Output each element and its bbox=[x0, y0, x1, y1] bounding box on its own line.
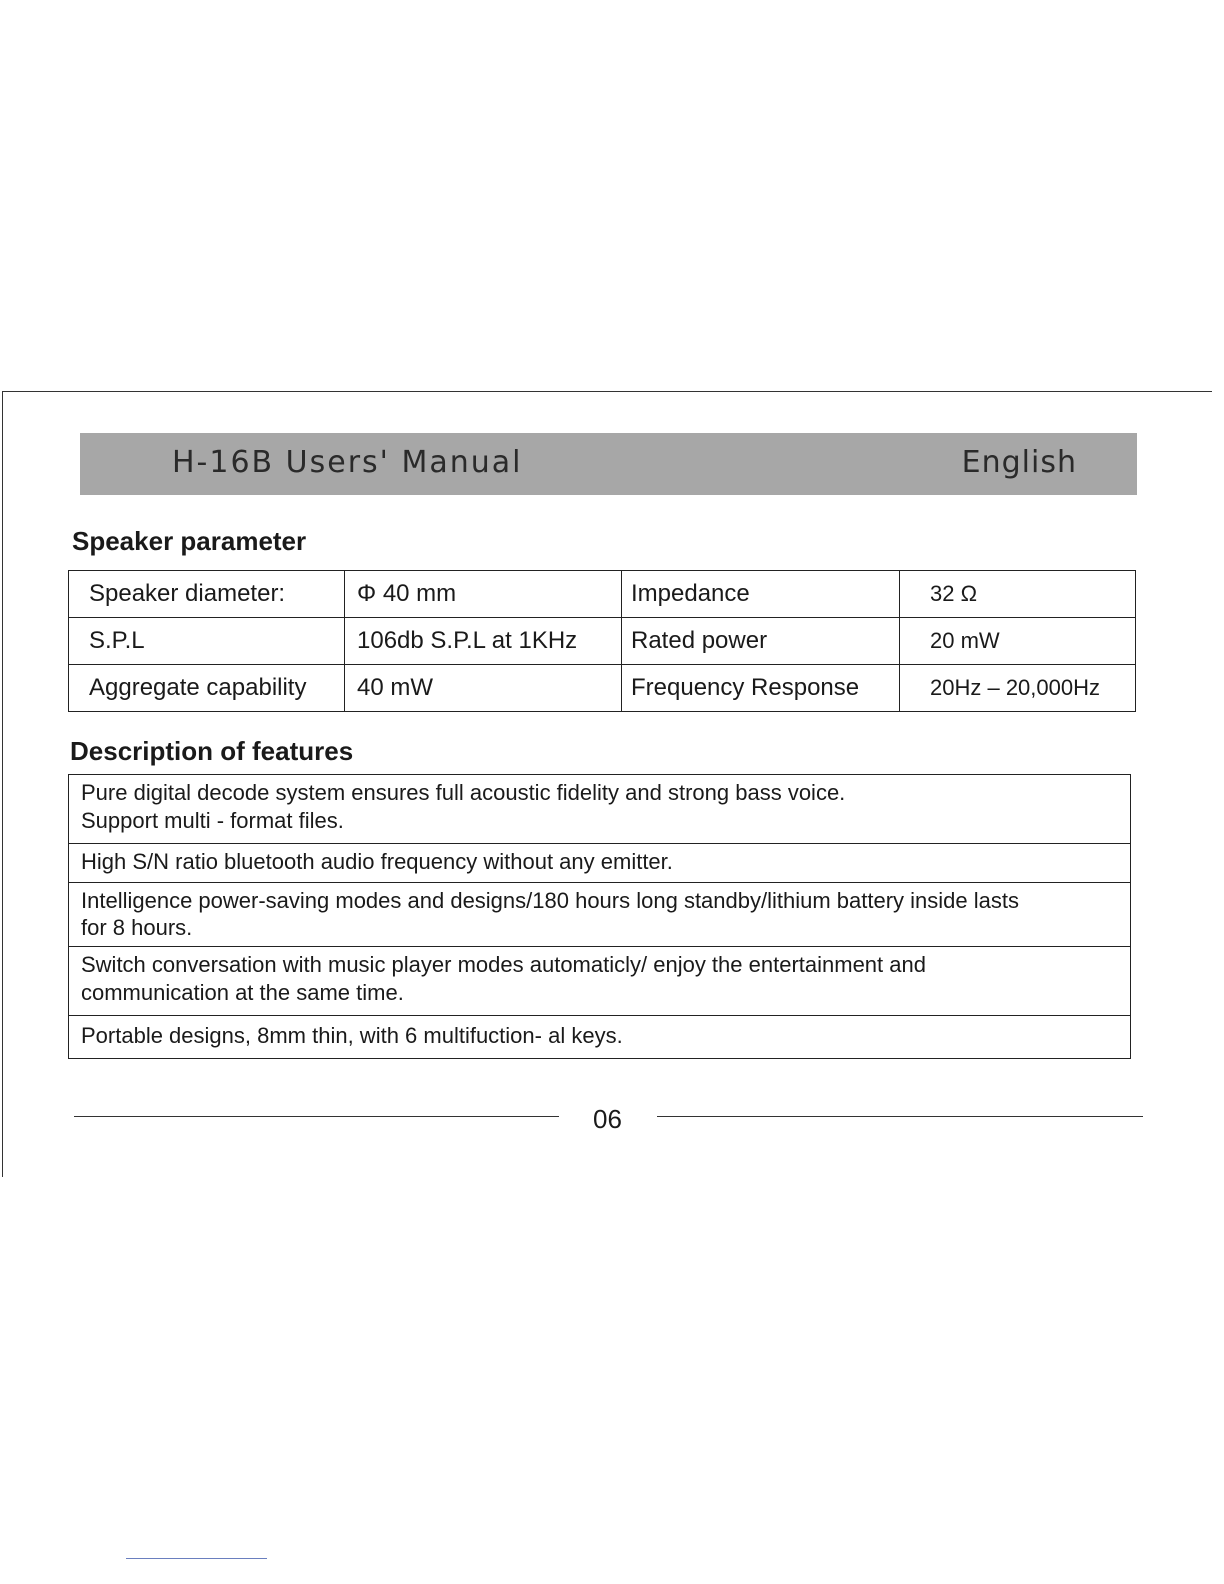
feature-text: communication at the same time. bbox=[81, 980, 404, 1005]
table-row bbox=[69, 1016, 1131, 1059]
table-row bbox=[69, 618, 1136, 665]
param-label: S.P.L bbox=[69, 618, 345, 665]
features-heading: Description of features bbox=[70, 736, 354, 766]
param-value: 20 mW bbox=[900, 618, 1136, 665]
feature-text: Pure digital decode system ensures full acoustic fidelity and strong bass voice. bbox=[81, 780, 846, 805]
param-value: 32 Ω bbox=[900, 571, 1136, 618]
feature-text: High S/N ratio bluetooth audio frequency without any emitter. bbox=[81, 849, 673, 874]
footer-divider-left bbox=[74, 1116, 559, 1117]
table-row bbox=[69, 665, 1136, 712]
feature-text: Switch conversation with music player modes automaticly/ enjoy the entertainment and bbox=[81, 952, 926, 977]
param-label: Aggregate capability bbox=[69, 665, 345, 712]
param-label: Frequency Response bbox=[622, 665, 900, 712]
param-label: Speaker diameter: bbox=[69, 571, 345, 618]
feature-cell bbox=[69, 883, 1131, 947]
param-label: Impedance bbox=[622, 571, 900, 618]
param-value: 106db S.P.L at 1KHz bbox=[345, 618, 622, 665]
feature-cell bbox=[69, 947, 1131, 1016]
bottom-divider bbox=[126, 1558, 267, 1559]
features-table bbox=[68, 774, 1131, 1059]
speaker-parameter-table bbox=[68, 570, 1136, 712]
table-row bbox=[69, 571, 1136, 618]
param-label: Rated power bbox=[622, 618, 900, 665]
header-bar bbox=[80, 433, 1137, 495]
param-value: 20Hz – 20,000Hz bbox=[900, 665, 1136, 712]
feature-cell bbox=[69, 844, 1131, 883]
table-row bbox=[69, 883, 1131, 947]
footer-divider-right bbox=[657, 1116, 1143, 1117]
feature-cell bbox=[69, 1016, 1131, 1059]
param-value: 40 mW bbox=[345, 665, 622, 712]
feature-text: Support multi - format files. bbox=[81, 808, 344, 833]
feature-text: Intelligence power-saving modes and designs/180 hours long standby/lithium battery inside lasts bbox=[81, 888, 1019, 913]
page-number: 06 bbox=[593, 1104, 622, 1134]
manual-title: H-16B Users' Manual bbox=[172, 445, 523, 480]
feature-text: Portable designs, 8mm thin, with 6 multifuction- al keys. bbox=[81, 1023, 623, 1048]
table-row bbox=[69, 947, 1131, 1016]
feature-cell bbox=[69, 775, 1131, 844]
param-value: Φ 40 mm bbox=[345, 571, 622, 618]
table-row bbox=[69, 844, 1131, 883]
speaker-parameter-heading: Speaker parameter bbox=[72, 526, 307, 556]
table-row bbox=[69, 775, 1131, 844]
feature-text: for 8 hours. bbox=[81, 915, 193, 940]
language-label: English bbox=[961, 445, 1077, 480]
